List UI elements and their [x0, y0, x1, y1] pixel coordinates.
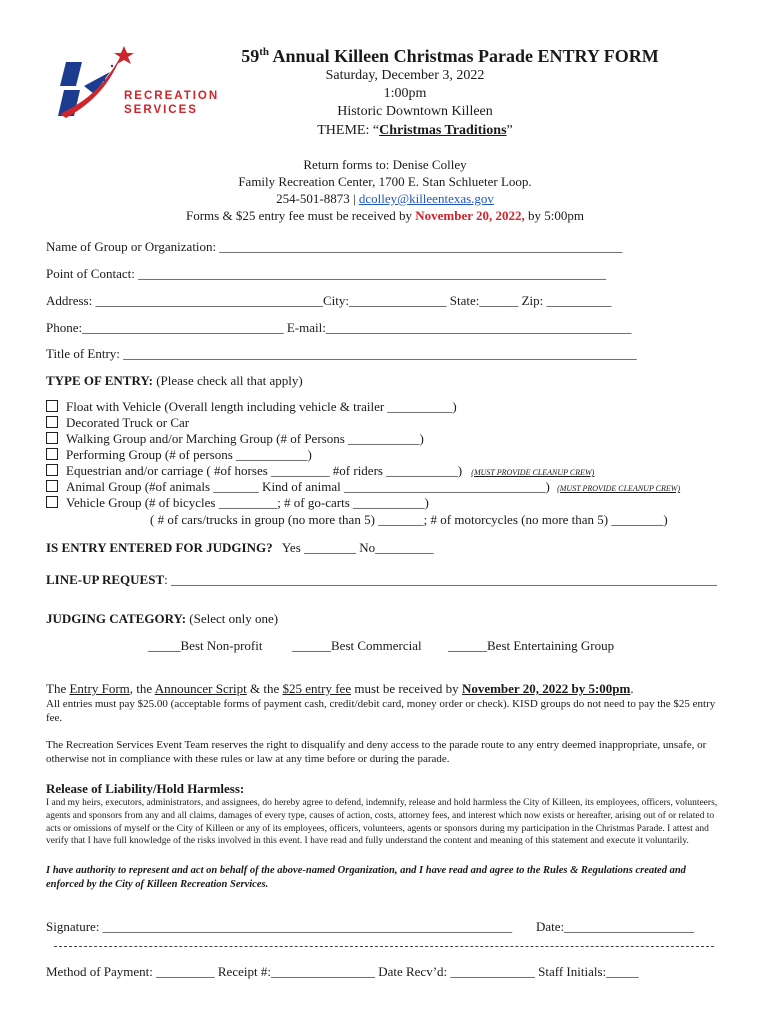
entry-type-item[interactable]: Walking Group and/or Marching Group (# of Persons ___________) [46, 431, 424, 447]
logo-line1: RECREATION [124, 90, 220, 102]
event-time: 1:00pm [383, 86, 427, 101]
cleanup-note: (MUST PROVIDE CLEANUP CREW) [471, 468, 595, 477]
checkbox[interactable] [46, 496, 58, 508]
category-entertaining[interactable]: ______Best Entertaining Group [448, 638, 615, 653]
address-field[interactable]: Address: ___________________________________City:_______________ State:______ Zip: __________ [46, 293, 612, 308]
return-to: Return forms to: Denise Colley [303, 157, 467, 172]
email-link[interactable]: dcolley@killeentexas.gov [358, 191, 494, 206]
entry-type-item[interactable]: Vehicle Group (# of bicycles _________; # of go-carts ___________) [46, 495, 429, 511]
checkbox[interactable] [46, 480, 58, 492]
judging-category-heading: JUDGING CATEGORY: (Select only one) [46, 611, 279, 626]
phone-email-field[interactable]: Phone:_______________________________ E-mail:_______________________________________________ [46, 320, 632, 335]
page-title: 59th Annual Killeen Christmas Parade ENTRY FORM [241, 46, 659, 66]
vehicle-group-details[interactable]: ( # of cars/trucks in group (no more than 5) _______; # of motorcycles (no more than 5) ________) [150, 512, 668, 527]
category-nonprofit[interactable]: _____Best Non-profit [148, 638, 263, 653]
event-theme: THEME: “Christmas Traditions” [317, 123, 513, 138]
judging-question[interactable]: IS ENTRY ENTERED FOR JUDGING? Yes ________ No_________ [46, 540, 434, 555]
point-of-contact-field[interactable]: Point of Contact: ________________________________________________________________________ [46, 266, 607, 281]
checkbox[interactable] [46, 464, 58, 476]
entry-title-field[interactable]: Title of Entry: _______________________________________________________________________________ [46, 346, 637, 361]
lineup-request-field[interactable]: LINE-UP REQUEST: ____________________________________________________________________________________ [46, 572, 717, 587]
payment-terms: All entries must pay $25.00 (acceptable forms of payment cash, credit/debit card, money order or check). KISD groups do not need to pay the $25 entry fee. [46, 698, 716, 724]
entry-type-item[interactable]: Equestrian and/or carriage ( #of horses _________ #of riders ___________) (MUST PROVIDE CLEANUP CREW) [46, 463, 594, 479]
checkbox[interactable] [46, 448, 58, 460]
checkbox[interactable] [46, 432, 58, 444]
event-date: Saturday, December 3, 2022 [325, 68, 485, 83]
cut-line [54, 946, 714, 947]
release-heading: Release of Liability/Hold Harmless: [46, 781, 245, 796]
return-contact: 254-501-8873 | dcolley@killeentexas.gov [276, 191, 494, 206]
entry-type-item[interactable]: Animal Group (#of animals _______ Kind of animal _______________________________) (MUST PROVIDE CLEANUP CREW) [46, 479, 680, 495]
office-use-fields[interactable]: Method of Payment: _________ Receipt #:________________ Date Recv’d: _____________ Staff Initials:_____ [46, 964, 639, 979]
checkbox[interactable] [46, 416, 58, 428]
authority-statement: I have authority to represent and act on behalf of the above-named Organization, and I have read and agree to the Rules & Regulations created and enforced by the City of Killeen Recreation Services. [46, 865, 686, 890]
entry-type-item[interactable]: Performing Group (# of persons ___________) [46, 447, 312, 463]
cleanup-note: (MUST PROVIDE CLEANUP CREW) [557, 484, 681, 493]
group-name-field[interactable]: Name of Group or Organization: ______________________________________________________________ [46, 239, 623, 254]
date-field[interactable]: Date:____________________ [536, 919, 695, 934]
logo-line2: SERVICES [124, 104, 198, 116]
signature-field[interactable]: Signature: _______________________________________________________________ [46, 919, 513, 934]
entry-type-heading: TYPE OF ENTRY: (Please check all that apply) [46, 373, 303, 388]
entry-type-item[interactable]: Float with Vehicle (Overall length including vehicle & trailer __________) [46, 399, 457, 415]
disqualify-notice: The Recreation Services Event Team reserves the right to disqualify and deny access to the parade route to any entry deemed inappropriate, unsafe, or otherwise not in compliance with these rules or law at any time before or during the parade. [46, 739, 707, 765]
checkbox[interactable] [46, 400, 58, 412]
deadline-notice: Forms & $25 entry fee must be received by November 20, 2022, by 5:00pm [185, 208, 584, 223]
entry-type-item[interactable]: Decorated Truck or Car [46, 415, 189, 431]
return-address: Family Recreation Center, 1700 E. Stan Schlueter Loop. [238, 174, 532, 189]
category-commercial[interactable]: ______Best Commercial [292, 638, 422, 653]
event-location: Historic Downtown Killeen [337, 104, 493, 119]
release-body: I and my heirs, executors, administrators, and assignees, do hereby agree to defend, indemnify, release and hold harmless the City of Killeen, its employees, officers, volunteers, agents and sponsors from any and all claims, damages of every type, causes of action, costs, attorney fees, and interest which now exists or hereafter, arising out of or related to acts or omissions of myself or the City of Killeen or any of its employees, officers, volunteers, agents or sponsors during my participation in the Christmas Parade. I attest and verify that I have full knowledge of the risks involved in this event. I have read and fully understand the content and meaning of this statement and execute it voluntarily. [46, 798, 718, 847]
payment-deadline: The Entry Form, the Announcer Script & the $25 entry fee must be received by November 20, 2022 by 5:00pm. [46, 681, 634, 696]
